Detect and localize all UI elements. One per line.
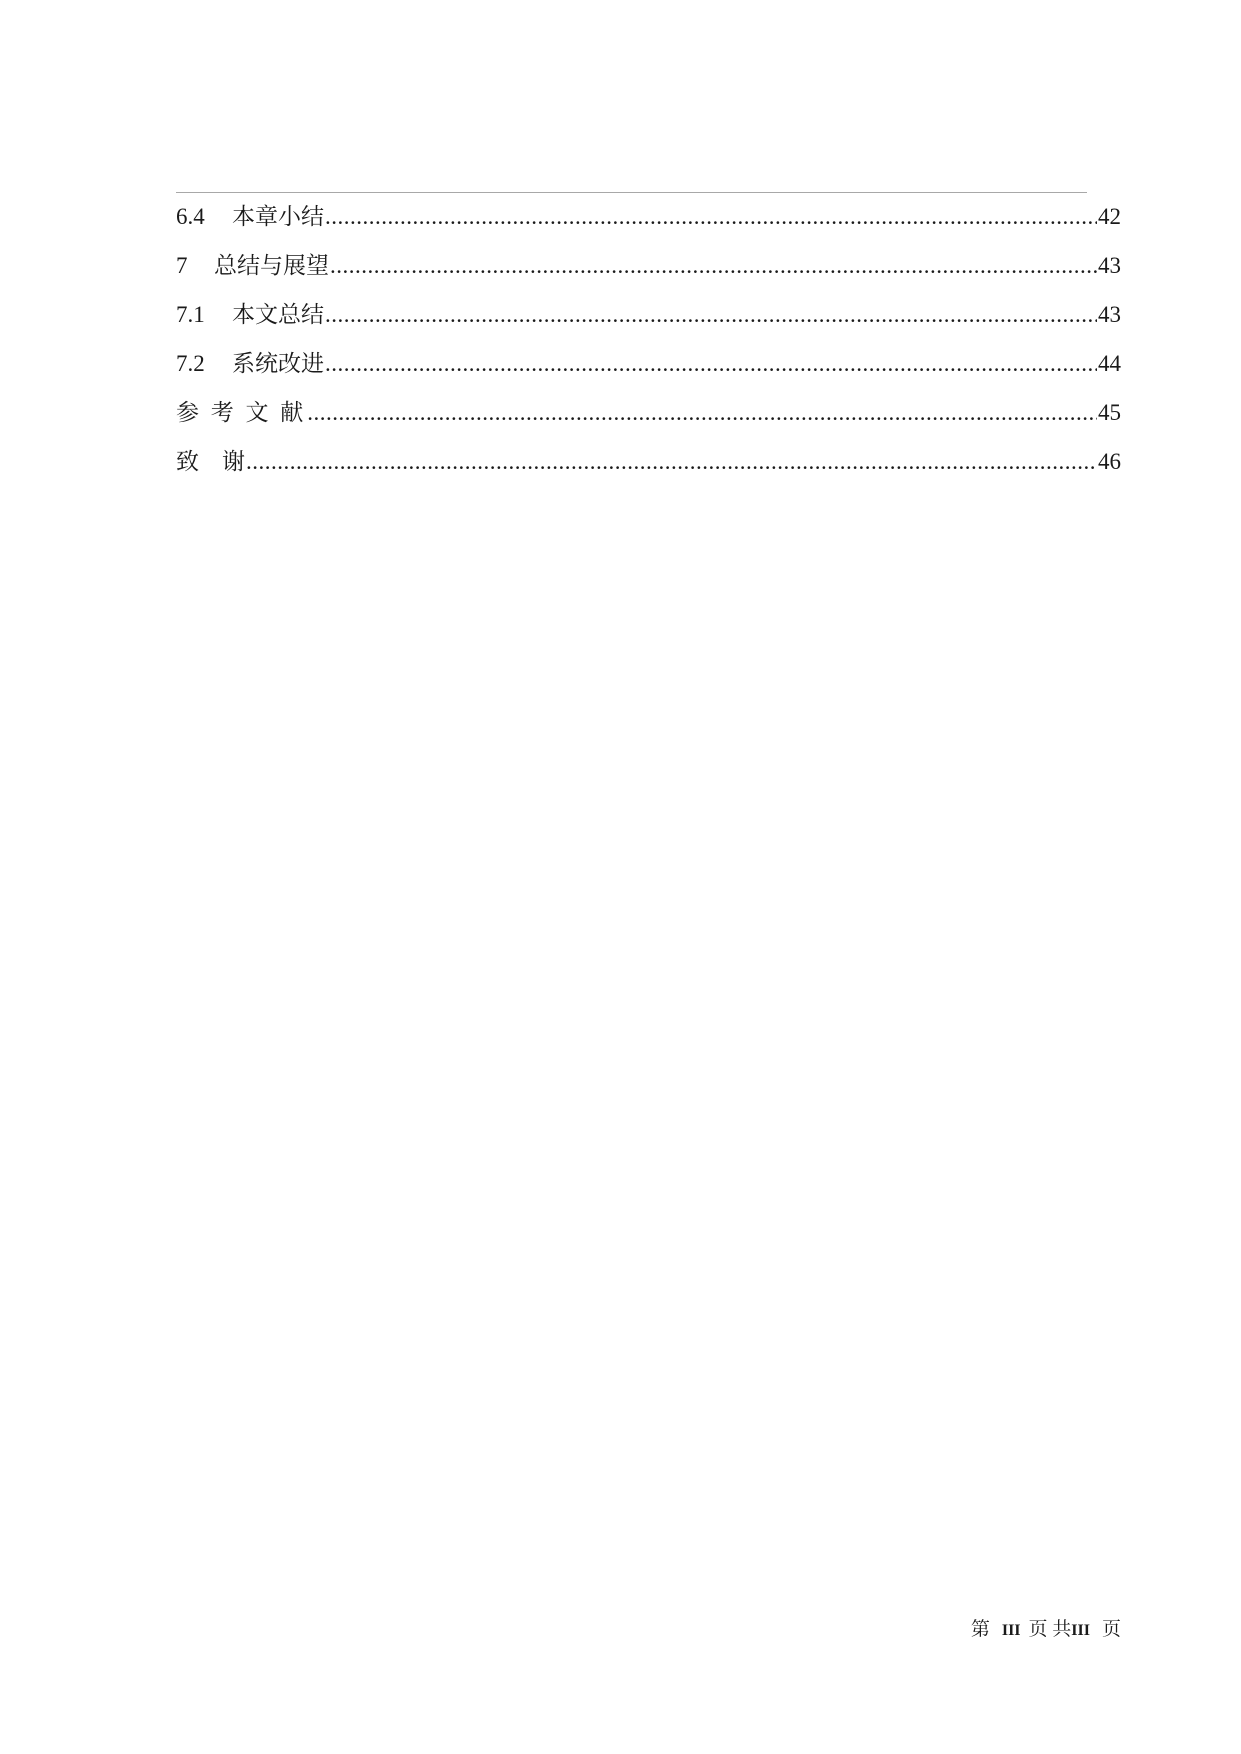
toc-entry-title: 本文总结 <box>232 302 324 327</box>
page-footer <box>971 1618 1121 1643</box>
toc-entry-title: 参 考 文 献 <box>176 400 307 425</box>
toc-entry-title: 系统改进 <box>232 351 324 376</box>
toc-entry-7[interactable] <box>176 248 1121 297</box>
toc-dot-leader <box>325 346 1097 382</box>
toc-entry-title: 致 谢 <box>176 449 245 474</box>
footer-prefix: 第 <box>970 1619 990 1640</box>
toc-entry-acknowledgements[interactable] <box>176 444 1121 493</box>
footer-current-page: III <box>1001 1622 1021 1639</box>
toc-entry-number: 7.1 <box>176 302 205 327</box>
footer-total-pages: III <box>1071 1622 1090 1639</box>
toc-entry-title: 本章小结 <box>232 204 324 229</box>
toc-entry-title: 总结与展望 <box>214 253 329 278</box>
toc-dot-leader <box>330 248 1097 284</box>
toc-dot-leader <box>246 444 1097 480</box>
toc-entry-number: 7 <box>176 253 188 278</box>
toc-entry-page: 45 <box>1098 400 1121 425</box>
toc-entry-6-4[interactable] <box>176 199 1121 248</box>
toc-dot-leader <box>307 395 1097 431</box>
toc-entry-page: 43 <box>1098 253 1121 278</box>
table-of-contents <box>176 199 1121 493</box>
toc-entry-7-2[interactable] <box>176 346 1121 395</box>
toc-entry-number: 7.2 <box>176 351 205 376</box>
toc-entry-page: 46 <box>1098 449 1121 474</box>
header-rule <box>176 192 1087 193</box>
toc-dot-leader <box>325 297 1097 333</box>
toc-entry-page: 42 <box>1098 204 1121 229</box>
toc-entry-page: 44 <box>1098 351 1121 376</box>
toc-entry-number: 6.4 <box>176 204 205 229</box>
footer-suffix: 页 <box>1101 1619 1121 1640</box>
toc-entry-references[interactable] <box>176 395 1121 444</box>
toc-dot-leader <box>325 199 1097 235</box>
footer-mid: 页 共 <box>1028 1619 1072 1640</box>
toc-entry-page: 43 <box>1098 302 1121 327</box>
toc-entry-7-1[interactable] <box>176 297 1121 346</box>
